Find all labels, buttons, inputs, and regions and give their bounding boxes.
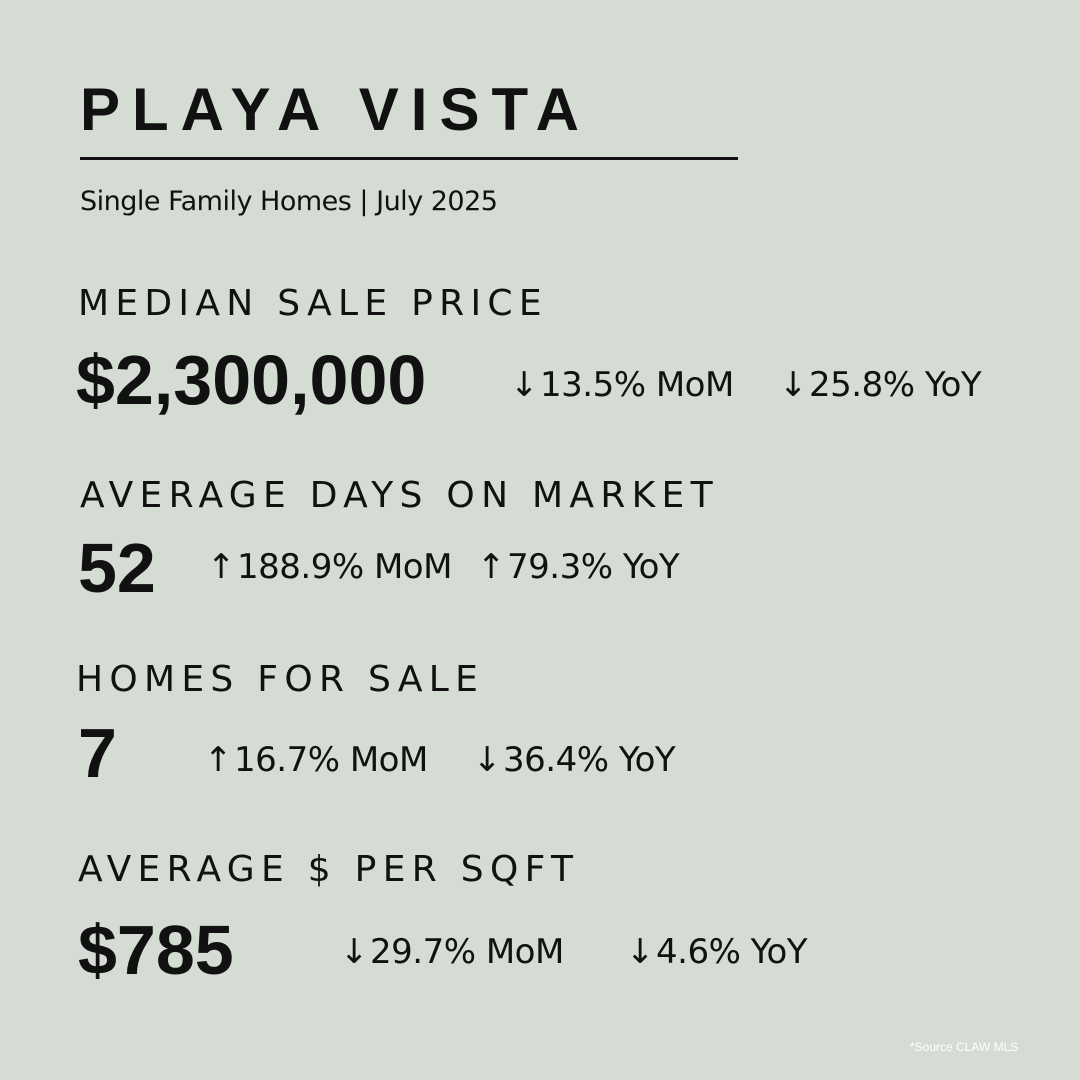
page-subtitle: Single Family Homes | July 2025	[80, 186, 498, 217]
down-arrow-icon: ↓	[779, 365, 807, 405]
days-on-market-yoy	[477, 547, 679, 587]
median-sale-price-yoy	[779, 365, 981, 405]
homes-for-sale-yoy-text: 36.4% YoY	[503, 740, 676, 780]
homes-for-sale-label: HOMES FOR SALE	[76, 659, 485, 700]
page-title: PLAYA VISTA	[80, 76, 592, 143]
price-per-sqft-label: AVERAGE $ PER SQFT	[78, 849, 580, 890]
down-arrow-icon: ↓	[340, 932, 368, 972]
median-sale-price-mom	[510, 365, 734, 405]
title-divider	[80, 157, 738, 160]
homes-for-sale-yoy	[473, 740, 675, 780]
days-on-market-label: AVERAGE DAYS ON MARKET	[80, 475, 719, 516]
price-per-sqft-value: $785	[78, 911, 234, 989]
days-on-market-yoy-text: 79.3% YoY	[507, 547, 680, 587]
down-arrow-icon: ↓	[626, 932, 654, 972]
price-per-sqft-mom-text: 29.7% MoM	[370, 932, 564, 972]
up-arrow-icon: ↑	[204, 740, 232, 780]
down-arrow-icon: ↓	[510, 365, 538, 405]
down-arrow-icon: ↓	[473, 740, 501, 780]
median-sale-price-label: MEDIAN SALE PRICE	[78, 283, 548, 324]
price-per-sqft-yoy	[626, 932, 807, 972]
price-per-sqft-mom	[340, 932, 564, 972]
days-on-market-mom	[207, 547, 452, 587]
days-on-market-mom-text: 188.9% MoM	[237, 547, 452, 587]
up-arrow-icon: ↑	[207, 547, 235, 587]
median-sale-price-yoy-text: 25.8% YoY	[809, 365, 982, 405]
source-note: *Source CLAW MLS	[910, 1040, 1019, 1054]
homes-for-sale-value: 7	[78, 714, 117, 792]
median-sale-price-mom-text: 13.5% MoM	[540, 365, 734, 405]
homes-for-sale-mom	[204, 740, 428, 780]
price-per-sqft-yoy-text: 4.6% YoY	[656, 932, 808, 972]
homes-for-sale-mom-text: 16.7% MoM	[234, 740, 428, 780]
median-sale-price-value: $2,300,000	[76, 341, 427, 419]
days-on-market-value: 52	[78, 529, 156, 607]
up-arrow-icon: ↑	[477, 547, 505, 587]
